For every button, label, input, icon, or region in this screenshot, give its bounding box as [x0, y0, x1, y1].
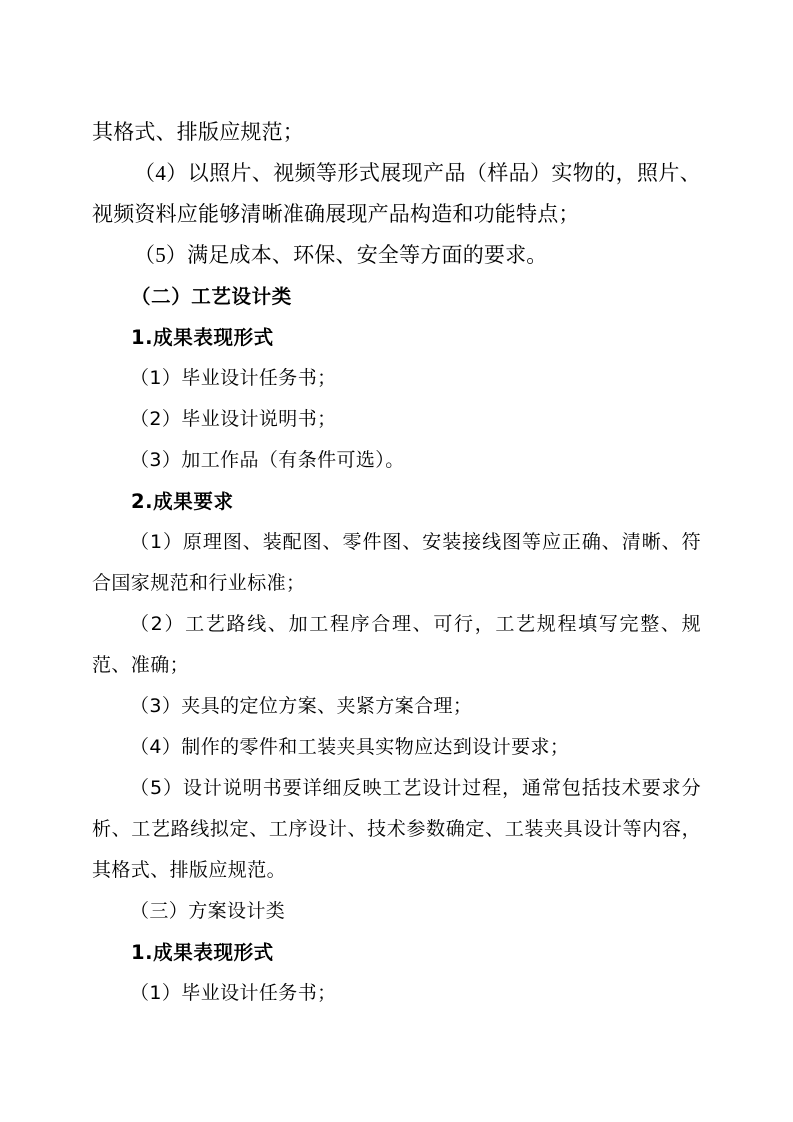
paragraph: （2）工艺路线、加工程序合理、可行，工艺规程填写完整、规范、准确；: [92, 613, 701, 676]
paragraph: （5）满足成本、环保、安全等方面的要求。: [134, 243, 548, 267]
paragraph: （2）毕业设计说明书；: [130, 408, 337, 430]
paragraph: （4）制作的零件和工装夹具实物应达到设计要求；: [130, 736, 570, 758]
document-body: [92, 112, 701, 1014]
subsection-heading: 1.成果表现形式: [131, 941, 274, 964]
paragraph: （3）夹具的定位方案、夹紧方案合理；: [130, 695, 473, 717]
section-heading: （二）工艺设计类: [131, 285, 292, 308]
section-heading: （三）方案设计类: [130, 900, 286, 922]
paragraph: （1）原理图、装配图、零件图、安装接线图等应正确、清晰、符合国家规范和行业标准；: [92, 531, 701, 594]
paragraph: 其格式、排版应规范；: [92, 120, 304, 144]
paragraph: （1）毕业设计任务书；: [130, 982, 337, 1004]
subsection-heading: 2.成果要求: [131, 490, 234, 513]
paragraph: （1）毕业设计任务书；: [130, 367, 337, 389]
paragraph: （3）加工作品（有条件可选）。: [130, 449, 405, 471]
paragraph: （5）设计说明书要详细反映工艺设计过程，通常包括技术要求分析、工艺路线拟定、工序设计、技术参数确定、工装夹具设计等内容，其格式、排版应规范。: [92, 777, 701, 881]
subsection-heading: 1.成果表现形式: [131, 326, 274, 349]
paragraph: （4）以照片、视频等形式展现产品（样品）实物的，照片、视频资料应能够清晰准确展现产品构造和功能特点；: [92, 161, 701, 226]
